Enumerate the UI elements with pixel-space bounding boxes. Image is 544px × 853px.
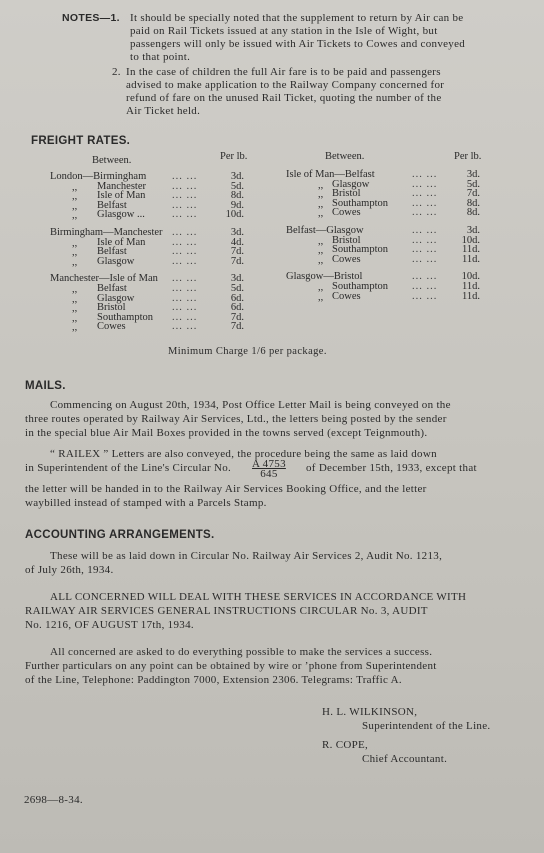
freight-heading: FREIGHT RATES. bbox=[31, 135, 131, 147]
freight-destination: Belfast bbox=[97, 246, 127, 258]
note-2-line-4: Air Ticket held. bbox=[126, 105, 201, 117]
left-col-between: Between. bbox=[92, 155, 132, 166]
ditto-mark: ,, bbox=[72, 303, 78, 315]
freight-rate: 8d. bbox=[466, 207, 480, 219]
accounting-p1-line-1: These will be as laid down in Circular No. Railway Air Services 2, Audit No. 1213, bbox=[50, 550, 443, 562]
leader-dots: ... ... bbox=[412, 253, 438, 265]
minimum-charge: Minimum Charge 1/6 per package. bbox=[168, 346, 327, 357]
freight-rate: 10d. bbox=[461, 234, 480, 246]
accounting-p3-line-2: Further particulars on any point can be obtained by wire or ’phone from Superintendent bbox=[25, 660, 437, 672]
leader-dots: ... ... bbox=[412, 290, 438, 302]
left-col-per: Per lb. bbox=[220, 151, 248, 162]
freight-rate: 11d. bbox=[462, 244, 480, 256]
circular-number-fraction bbox=[252, 459, 286, 479]
accounting-p3-line-1: All concerned are asked to do everything possible to make the services a success. bbox=[50, 646, 433, 658]
freight-destination: Belfast bbox=[97, 283, 127, 294]
freight-rate: 9d. bbox=[230, 199, 244, 211]
note-1-line-3: passengers will only be issued with Air Tickets to Cowes and conveyed bbox=[130, 38, 466, 50]
circular-number-numerator: A 4753 bbox=[252, 458, 286, 470]
signatory-1-name: H. L. WILKINSON, bbox=[322, 706, 418, 718]
freight-rate: 4d. bbox=[230, 236, 244, 248]
circular-number-denominator: 645 bbox=[260, 468, 278, 480]
ditto-mark: ,, bbox=[318, 179, 324, 191]
accounting-p1-line-2: of July 26th, 1934. bbox=[25, 564, 114, 576]
accounting-p2-line-3: No. 1216, OF AUGUST 17th, 1934. bbox=[25, 619, 194, 631]
note-2-line-2: advised to make application to the Railway Company concerned for bbox=[126, 79, 445, 91]
freight-rate: 5d. bbox=[230, 180, 244, 192]
leader-dots: ... ... bbox=[412, 197, 438, 209]
freight-rate: 3d. bbox=[230, 227, 244, 238]
mails-heading: MAILS. bbox=[25, 380, 66, 392]
freight-destination: Manchester bbox=[97, 180, 146, 192]
leader-dots: ... ... bbox=[412, 178, 438, 190]
right-col-per: Per lb. bbox=[454, 151, 482, 162]
ditto-mark: ,, bbox=[72, 284, 78, 295]
note-1-line-2: paid on Rail Tickets issued at any station in the Isle of Wight, but bbox=[130, 25, 438, 37]
leader-dots: ... ... bbox=[172, 180, 198, 192]
freight-destination: Glasgow ... bbox=[97, 209, 145, 221]
mails-p2-line-4: waybilled instead of stamped with a Parcels Stamp. bbox=[25, 497, 267, 509]
freight-destination: Isle of Man bbox=[97, 190, 146, 202]
freight-destination: Southampton bbox=[332, 244, 389, 256]
freight-rate: 10d. bbox=[461, 271, 480, 283]
mails-p1-line-2: three routes operated by Railway Air Services, Ltd., the letters being posted by the sender bbox=[25, 413, 447, 425]
freight-destination: Glasgow bbox=[97, 292, 135, 304]
leader-dots: ... ... bbox=[172, 311, 198, 323]
leader-dots: ... ... bbox=[412, 169, 438, 180]
freight-rate: 7d. bbox=[466, 188, 480, 200]
leader-dots: ... ... bbox=[172, 292, 198, 304]
accounting-p3-line-3: of the Line, Telephone: Paddington 7000, Extension 2306. Telegrams: Traffic A. bbox=[25, 674, 402, 686]
leader-dots: ... ... bbox=[172, 171, 198, 182]
ditto-mark: ,, bbox=[72, 210, 78, 222]
freight-destination: Glasgow bbox=[97, 255, 135, 267]
leader-dots: ... ... bbox=[412, 271, 438, 283]
leader-dots: ... ... bbox=[412, 244, 438, 256]
note-2-number: 2. bbox=[112, 66, 121, 78]
mails-p2-line-3: the letter will be handed in to the Railway Air Services Booking Office, and the letter bbox=[25, 483, 427, 495]
notes-label: NOTES—1. bbox=[62, 12, 120, 24]
note-2-line-1: In the case of children the full Air fare is to be paid and passengers bbox=[126, 66, 441, 78]
freight-rate: 3d. bbox=[230, 273, 244, 285]
leader-dots: ... ... bbox=[172, 236, 198, 248]
mails-p2-line-2a: in Superintendent of the Line's Circular No. bbox=[25, 462, 232, 474]
mails-p2-line-1: “ RAILEX ” Letters are also conveyed, the procedure being the same as laid down bbox=[50, 448, 437, 460]
ditto-mark: ,, bbox=[72, 256, 78, 268]
ditto-mark: ,, bbox=[72, 312, 78, 324]
freight-rate: 5d. bbox=[230, 283, 244, 294]
freight-destination: Isle of Man bbox=[97, 236, 146, 248]
ditto-mark: ,, bbox=[318, 245, 324, 257]
leader-dots: ... ... bbox=[172, 209, 198, 221]
print-code: 2698—8-34. bbox=[24, 794, 83, 806]
ditto-mark: ,, bbox=[72, 191, 78, 203]
leader-dots: ... ... bbox=[172, 227, 198, 238]
leader-dots: ... ... bbox=[172, 246, 198, 258]
freight-destination: Cowes bbox=[97, 321, 126, 333]
leader-dots: ... ... bbox=[412, 281, 438, 292]
freight-rate: 7d. bbox=[230, 255, 244, 267]
leader-dots: ... ... bbox=[172, 321, 198, 333]
ditto-mark: ,, bbox=[318, 282, 324, 293]
ditto-mark: ,, bbox=[318, 235, 324, 247]
freight-rate: 6d. bbox=[230, 302, 244, 314]
signatory-1-title: Superintendent of the Line. bbox=[362, 720, 491, 732]
ditto-mark: ,, bbox=[72, 181, 78, 193]
ditto-mark: ,, bbox=[72, 247, 78, 259]
freight-destination: Cowes bbox=[332, 253, 361, 265]
note-2-line-3: refund of fare on the unused Rail Ticket, quoting the number of the bbox=[126, 92, 442, 104]
leader-dots: ... ... bbox=[172, 302, 198, 314]
freight-destination: Cowes bbox=[332, 207, 361, 219]
freight-destination: Bristol bbox=[332, 234, 361, 246]
freight-rate: 8d. bbox=[466, 197, 480, 209]
freight-rate: 3d. bbox=[466, 169, 480, 180]
mails-p2-line-2b: of December 15th, 1933, except that bbox=[306, 462, 477, 474]
leader-dots: ... ... bbox=[412, 207, 438, 219]
freight-rate: 11d. bbox=[462, 290, 480, 302]
freight-destination: Southampton bbox=[332, 197, 389, 209]
freight-route-origin: Birmingham—Manchester bbox=[50, 227, 163, 238]
freight-route-origin: Isle of Man—Belfast bbox=[286, 169, 375, 180]
freight-route-origin: Manchester—Isle of Man bbox=[50, 273, 158, 285]
freight-rate: 7d. bbox=[230, 246, 244, 258]
freight-route-origin: Glasgow—Bristol bbox=[286, 271, 363, 283]
leader-dots: ... ... bbox=[412, 225, 438, 236]
ditto-mark: ,, bbox=[318, 291, 324, 303]
ditto-mark: ,, bbox=[72, 293, 78, 305]
freight-destination: Glasgow bbox=[332, 178, 370, 190]
signatory-2-name: R. COPE, bbox=[322, 739, 369, 751]
freight-destination: Belfast bbox=[97, 199, 127, 211]
ditto-mark: ,, bbox=[72, 200, 78, 212]
freight-destination: Southampton bbox=[97, 311, 154, 323]
ditto-mark: ,, bbox=[318, 208, 324, 220]
mails-p1-line-1: Commencing on August 20th, 1934, Post Office Letter Mail is being conveyed on the bbox=[50, 399, 451, 411]
freight-route-origin: Belfast—Glasgow bbox=[286, 225, 364, 236]
freight-destination: Cowes bbox=[332, 290, 361, 302]
freight-rate: 3d. bbox=[466, 225, 480, 236]
freight-destination: Bristol bbox=[332, 188, 361, 200]
freight-destination: Bristol bbox=[97, 302, 126, 314]
leader-dots: ... ... bbox=[172, 255, 198, 267]
ditto-mark: ,, bbox=[72, 237, 78, 249]
freight-rate: 5d. bbox=[466, 178, 480, 190]
leader-dots: ... ... bbox=[172, 283, 198, 294]
freight-rate: 7d. bbox=[230, 311, 244, 323]
freight-rate: 8d. bbox=[230, 190, 244, 202]
leader-dots: ... ... bbox=[172, 199, 198, 211]
freight-rate: 11d. bbox=[462, 281, 480, 292]
ditto-mark: ,, bbox=[72, 322, 78, 334]
leader-dots: ... ... bbox=[172, 273, 198, 285]
ditto-mark: ,, bbox=[318, 198, 324, 210]
note-1-line-1: It should be specially noted that the supplement to return by Air can be bbox=[130, 12, 464, 24]
note-1-line-4: to that point. bbox=[130, 51, 191, 63]
ditto-mark: ,, bbox=[318, 254, 324, 266]
freight-rate: 7d. bbox=[230, 321, 244, 333]
accounting-p2-line-1: ALL CONCERNED WILL DEAL WITH THESE SERVICES IN ACCORDANCE WITH bbox=[50, 591, 467, 603]
leader-dots: ... ... bbox=[412, 234, 438, 246]
leader-dots: ... ... bbox=[172, 190, 198, 202]
accounting-p2-line-2: RAILWAY AIR SERVICES GENERAL INSTRUCTIONS CIRCULAR No. 3, AUDIT bbox=[25, 605, 428, 617]
freight-rate: 11d. bbox=[462, 253, 480, 265]
mails-p1-line-3: in the special blue Air Mail Boxes provided in the towns served (except Teignmouth). bbox=[25, 427, 428, 439]
right-col-between: Between. bbox=[325, 151, 365, 162]
freight-rate: 3d. bbox=[230, 171, 244, 182]
signatory-2-title: Chief Accountant. bbox=[362, 753, 448, 765]
accounting-heading: ACCOUNTING ARRANGEMENTS. bbox=[25, 529, 215, 541]
ditto-mark: ,, bbox=[318, 189, 324, 201]
freight-rate: 6d. bbox=[230, 292, 244, 304]
freight-destination: Southampton bbox=[332, 281, 389, 292]
freight-rate: 10d. bbox=[225, 209, 244, 221]
leader-dots: ... ... bbox=[412, 188, 438, 200]
freight-route-origin: London—Birmingham bbox=[50, 171, 147, 182]
